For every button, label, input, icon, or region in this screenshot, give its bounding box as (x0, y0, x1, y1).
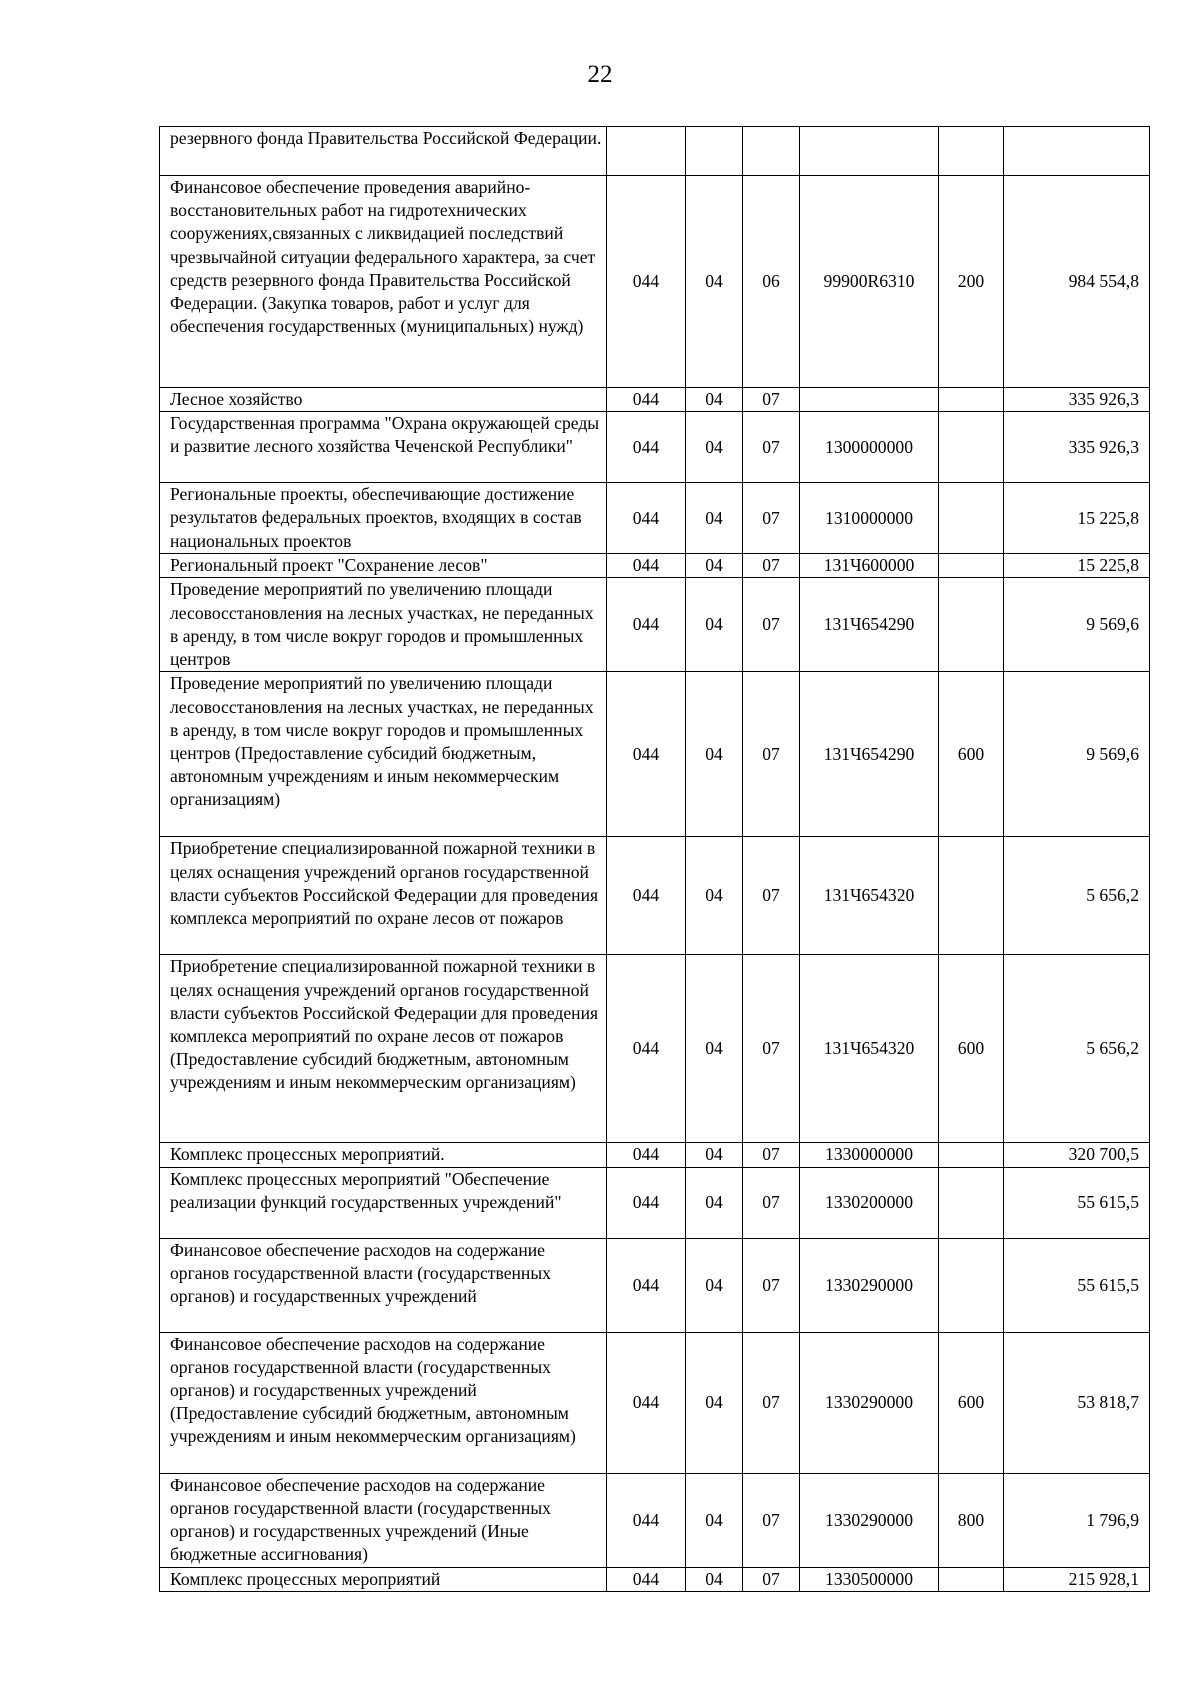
amount-cell: 5 656,2 (1004, 837, 1150, 955)
subsection-cell: 07 (743, 388, 800, 412)
row-name-cell: Приобретение специализированной пожарной техники в целях оснащения учреждений органов государственной власти субъектов Российской Федерации для проведения комплекса мероприятий по охране лесов от пожаров (Предоставление субсидий бюджетным, автономным учреждениям и иным некоммерческим организациям) (160, 955, 607, 1143)
target-article-cell (800, 127, 939, 176)
section-cell: 04 (686, 388, 743, 412)
subsection-cell: 07 (743, 955, 800, 1143)
table-row (160, 578, 1150, 672)
table-row (160, 127, 1150, 176)
expense-type-cell: 800 (939, 1473, 1004, 1567)
section-cell: 04 (686, 578, 743, 672)
section-cell: 04 (686, 1143, 743, 1167)
subsection-cell: 07 (743, 483, 800, 554)
expense-type-cell (939, 1167, 1004, 1238)
target-article-cell (800, 388, 939, 412)
target-article-cell: 131Ч654320 (800, 837, 939, 955)
target-article-cell: 1330200000 (800, 1167, 939, 1238)
row-name-cell: Приобретение специализированной пожарной техники в целях оснащения учреждений органов государственной власти субъектов Российской Федерации для проведения комплекса мероприятий по охране лесов от пожаров (160, 837, 607, 955)
grbs-cell (607, 127, 686, 176)
grbs-cell: 044 (607, 955, 686, 1143)
subsection-cell: 06 (743, 176, 800, 388)
grbs-cell: 044 (607, 672, 686, 837)
grbs-cell: 044 (607, 1238, 686, 1332)
table-row (160, 672, 1150, 837)
table-row (160, 1473, 1150, 1567)
amount-cell: 5 656,2 (1004, 955, 1150, 1143)
subsection-cell: 07 (743, 412, 800, 483)
row-name-cell: Региональные проекты, обеспечивающие достижение результатов федеральных проектов, входящих в состав национальных проектов (160, 483, 607, 554)
table-row (160, 1332, 1150, 1473)
expense-type-cell (939, 1143, 1004, 1167)
section-cell: 04 (686, 412, 743, 483)
target-article-cell: 1330290000 (800, 1473, 939, 1567)
subsection-cell: 07 (743, 1332, 800, 1473)
target-article-cell: 131Ч654290 (800, 672, 939, 837)
amount-cell: 9 569,6 (1004, 672, 1150, 837)
expense-type-cell (939, 1238, 1004, 1332)
table-row (160, 176, 1150, 388)
row-name-cell: Государственная программа "Охрана окружающей среды и развитие лесного хозяйства Чеченской Республики" (160, 412, 607, 483)
subsection-cell: 07 (743, 672, 800, 837)
row-name-cell: Лесное хозяйство (160, 388, 607, 412)
section-cell: 04 (686, 176, 743, 388)
target-article-cell: 1300000000 (800, 412, 939, 483)
expense-type-cell: 200 (939, 176, 1004, 388)
expense-type-cell (939, 578, 1004, 672)
section-cell: 04 (686, 1238, 743, 1332)
page-number: 22 (587, 61, 613, 88)
grbs-cell: 044 (607, 1143, 686, 1167)
row-name-cell: Региональный проект "Сохранение лесов" (160, 554, 607, 578)
section-cell: 04 (686, 1567, 743, 1591)
grbs-cell: 044 (607, 1332, 686, 1473)
target-article-cell: 1330500000 (800, 1567, 939, 1591)
grbs-cell: 044 (607, 483, 686, 554)
table-row (160, 1143, 1150, 1167)
subsection-cell: 07 (743, 1567, 800, 1591)
target-article-cell: 131Ч654290 (800, 578, 939, 672)
amount-cell (1004, 127, 1150, 176)
subsection-cell (743, 127, 800, 176)
row-name-cell: резервного фонда Правительства Российской Федерации. (160, 127, 607, 176)
expense-type-cell: 600 (939, 1332, 1004, 1473)
grbs-cell: 044 (607, 837, 686, 955)
amount-cell: 55 615,5 (1004, 1238, 1150, 1332)
table-row (160, 388, 1150, 412)
amount-cell: 15 225,8 (1004, 554, 1150, 578)
amount-cell: 9 569,6 (1004, 578, 1150, 672)
table-row (160, 955, 1150, 1143)
section-cell: 04 (686, 1167, 743, 1238)
table-row (160, 837, 1150, 955)
row-name-cell: Финансовое обеспечение расходов на содержание органов государственной власти (государственных органов) и государственных учреждений (Иные бюджетные ассигнования) (160, 1473, 607, 1567)
row-name-cell: Финансовое обеспечение расходов на содержание органов государственной власти (государственных органов) и государственных учреждений (160, 1238, 607, 1332)
amount-cell: 335 926,3 (1004, 388, 1150, 412)
amount-cell: 1 796,9 (1004, 1473, 1150, 1567)
subsection-cell: 07 (743, 554, 800, 578)
subsection-cell: 07 (743, 578, 800, 672)
grbs-cell: 044 (607, 554, 686, 578)
amount-cell: 320 700,5 (1004, 1143, 1150, 1167)
grbs-cell: 044 (607, 1473, 686, 1567)
amount-cell: 55 615,5 (1004, 1167, 1150, 1238)
amount-cell: 215 928,1 (1004, 1567, 1150, 1591)
target-article-cell: 99900R6310 (800, 176, 939, 388)
budget-table (159, 126, 1150, 1592)
section-cell: 04 (686, 672, 743, 837)
subsection-cell: 07 (743, 1473, 800, 1567)
target-article-cell: 1330290000 (800, 1332, 939, 1473)
amount-cell: 984 554,8 (1004, 176, 1150, 388)
expense-type-cell (939, 483, 1004, 554)
section-cell: 04 (686, 483, 743, 554)
subsection-cell: 07 (743, 1238, 800, 1332)
table-row (160, 1167, 1150, 1238)
amount-cell: 15 225,8 (1004, 483, 1150, 554)
grbs-cell: 044 (607, 1167, 686, 1238)
grbs-cell: 044 (607, 388, 686, 412)
amount-cell: 53 818,7 (1004, 1332, 1150, 1473)
expense-type-cell (939, 1567, 1004, 1591)
expense-type-cell (939, 388, 1004, 412)
section-cell: 04 (686, 1473, 743, 1567)
section-cell: 04 (686, 554, 743, 578)
expense-type-cell (939, 837, 1004, 955)
row-name-cell: Комплекс процессных мероприятий. (160, 1143, 607, 1167)
section-cell: 04 (686, 955, 743, 1143)
section-cell: 04 (686, 837, 743, 955)
amount-cell: 335 926,3 (1004, 412, 1150, 483)
table-row (160, 483, 1150, 554)
grbs-cell: 044 (607, 412, 686, 483)
row-name-cell: Проведение мероприятий по увеличению площади лесовосстановления на лесных участках, не переданных в аренду, в том числе вокруг городов и промышленных центров (Предоставление субсидий бюджетным, автономным учреждениям и иным некоммерческим организациям) (160, 672, 607, 837)
expense-type-cell (939, 127, 1004, 176)
table-row (160, 1567, 1150, 1591)
subsection-cell: 07 (743, 837, 800, 955)
section-cell (686, 127, 743, 176)
table-row (160, 1238, 1150, 1332)
row-name-cell: Финансовое обеспечение проведения аварийно-восстановительных работ на гидротехнических сооружениях,связанных с ликвидацией последствий чрезвычайной ситуации федерального характера, за счет средств резервного фонда Правительства Российской Федерации. (Закупка товаров, работ и услуг для обеспечения государственных (муниципальных) нужд) (160, 176, 607, 388)
grbs-cell: 044 (607, 176, 686, 388)
target-article-cell: 131Ч600000 (800, 554, 939, 578)
subsection-cell: 07 (743, 1143, 800, 1167)
target-article-cell: 1330290000 (800, 1238, 939, 1332)
subsection-cell: 07 (743, 1167, 800, 1238)
table-row (160, 554, 1150, 578)
grbs-cell: 044 (607, 1567, 686, 1591)
target-article-cell: 1330000000 (800, 1143, 939, 1167)
target-article-cell: 1310000000 (800, 483, 939, 554)
expense-type-cell: 600 (939, 672, 1004, 837)
row-name-cell: Комплекс процессных мероприятий "Обеспечение реализации функций государственных учреждений" (160, 1167, 607, 1238)
table-row (160, 412, 1150, 483)
expense-type-cell: 600 (939, 955, 1004, 1143)
row-name-cell: Комплекс процессных мероприятий (160, 1567, 607, 1591)
target-article-cell: 131Ч654320 (800, 955, 939, 1143)
section-cell: 04 (686, 1332, 743, 1473)
row-name-cell: Финансовое обеспечение расходов на содержание органов государственной власти (государственных органов) и государственных учреждений (Предоставление субсидий бюджетным, автономным учреждениям и иным некоммерческим организациям) (160, 1332, 607, 1473)
expense-type-cell (939, 554, 1004, 578)
grbs-cell: 044 (607, 578, 686, 672)
expense-type-cell (939, 412, 1004, 483)
row-name-cell: Проведение мероприятий по увеличению площади лесовосстановления на лесных участках, не переданных в аренду, в том числе вокруг городов и промышленных центров (160, 578, 607, 672)
